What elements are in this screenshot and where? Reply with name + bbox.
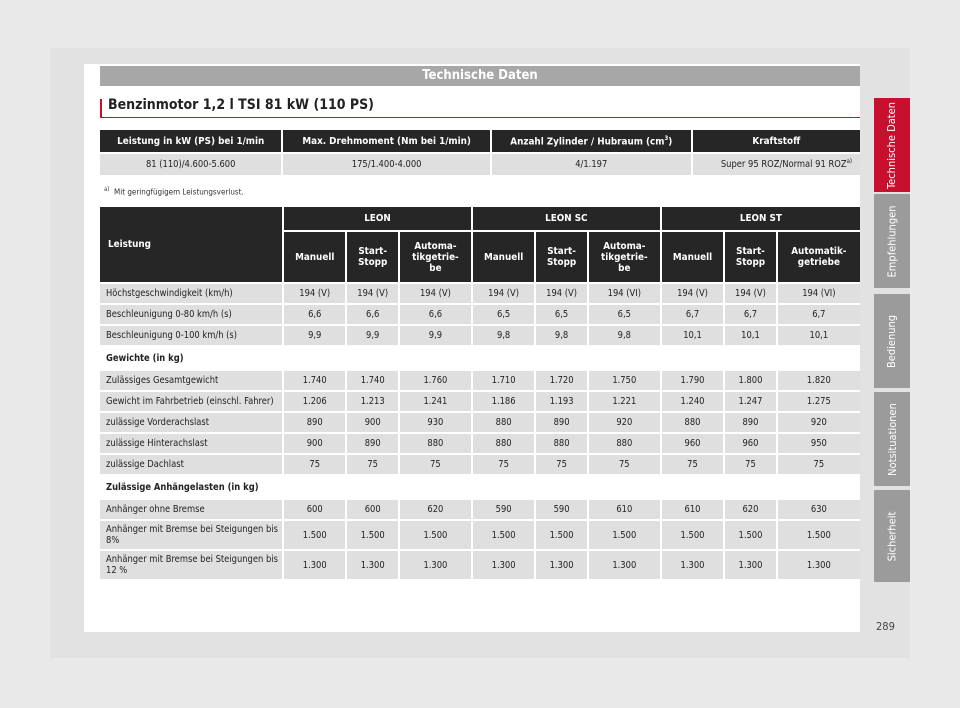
table-row xyxy=(100,551,860,579)
cell-value: 1.300 xyxy=(347,551,398,579)
side-tab-label: Technische Daten xyxy=(885,101,899,189)
side-tab-1[interactable] xyxy=(874,194,910,288)
engine-value-power: 81 (110)/4.600-5.600 xyxy=(100,154,281,175)
footnote-text: Mit geringfügigem Leistungsverlust. xyxy=(114,187,244,197)
subheader-2: Automa- tikgetrie- be xyxy=(400,232,471,282)
cell-value: 9,9 xyxy=(400,326,471,345)
row-label: Anhänger mit Bremse bei Steigungen bis 12 % xyxy=(100,551,282,579)
table-row xyxy=(100,434,860,453)
cell-value: 194 (V) xyxy=(400,284,471,303)
cell-value: 1.247 xyxy=(725,392,776,411)
subheader-0: Manuell xyxy=(284,232,345,282)
engine-header-power: Leistung in kW (PS) bei 1/min xyxy=(100,130,281,152)
table-row xyxy=(100,305,860,324)
cell-value: 1.300 xyxy=(725,551,776,579)
cell-value: 1.240 xyxy=(662,392,723,411)
cell-value: 1.500 xyxy=(347,521,398,549)
cell-value: 890 xyxy=(536,413,587,432)
cell-value: 1.500 xyxy=(284,521,345,549)
subheader-4: Start- Stopp xyxy=(536,232,587,282)
cell-value: 1.800 xyxy=(725,371,776,390)
cell-value: 880 xyxy=(473,434,534,453)
row-label: Beschleunigung 0-80 km/h (s) xyxy=(100,305,282,324)
cell-value: 900 xyxy=(284,434,345,453)
page-title: Benzinmotor 1,2 l TSI 81 kW (110 PS) xyxy=(108,97,374,113)
cell-value: 6,5 xyxy=(536,305,587,324)
performance-table-body xyxy=(100,284,860,579)
engine-header-fuel: Kraftstoff xyxy=(693,130,860,152)
engine-header-torque: Max. Drehmoment (Nm bei 1/min) xyxy=(283,130,489,152)
cell-value: 1.300 xyxy=(536,551,587,579)
cell-value: 1.710 xyxy=(473,371,534,390)
section-label: Gewichte (in kg) xyxy=(100,347,860,369)
side-tab-3[interactable] xyxy=(874,392,910,486)
cell-value: 1.275 xyxy=(778,392,860,411)
cell-value: 1.300 xyxy=(662,551,723,579)
cell-value: 1.500 xyxy=(662,521,723,549)
cell-value: 6,7 xyxy=(778,305,860,324)
section-label: Zulässige Anhängelasten (in kg) xyxy=(100,476,860,498)
cell-value: 1.300 xyxy=(284,551,345,579)
group-header-leon-st: LEON ST xyxy=(662,207,860,230)
side-tab-2[interactable] xyxy=(874,294,910,388)
table-row xyxy=(100,521,860,549)
cell-value: 1.206 xyxy=(284,392,345,411)
row-label: Anhänger mit Bremse bei Steigungen bis 8% xyxy=(100,521,282,549)
cell-value: 1.720 xyxy=(536,371,587,390)
cell-value: 920 xyxy=(589,413,660,432)
cell-value: 1.300 xyxy=(473,551,534,579)
cell-value: 75 xyxy=(589,455,660,474)
cell-value: 194 (V) xyxy=(536,284,587,303)
cell-value: 6,5 xyxy=(473,305,534,324)
side-tab-label: Empfehlungen xyxy=(885,205,899,277)
subheader-1: Start- Stopp xyxy=(347,232,398,282)
cell-value: 880 xyxy=(662,413,723,432)
cell-value: 960 xyxy=(662,434,723,453)
cell-value: 1.740 xyxy=(347,371,398,390)
cell-value: 1.300 xyxy=(778,551,860,579)
cell-value: 890 xyxy=(725,413,776,432)
fuel-value-text: Super 95 ROZ/Normal 91 ROZ xyxy=(720,159,847,171)
row-header-leistung: Leistung xyxy=(100,207,282,282)
subheader-7: Start- Stopp xyxy=(725,232,776,282)
side-tab-4[interactable] xyxy=(874,490,910,582)
row-label: Zulässiges Gesamtgewicht xyxy=(100,371,282,390)
row-label: zulässige Dachlast xyxy=(100,455,282,474)
cell-value: 900 xyxy=(347,413,398,432)
cell-value: 1.500 xyxy=(589,521,660,549)
row-label: zulässige Hinterachslast xyxy=(100,434,282,453)
cell-value: 9,8 xyxy=(589,326,660,345)
cylinders-header-close: ) xyxy=(668,136,673,148)
cell-value: 10,1 xyxy=(662,326,723,345)
cell-value: 600 xyxy=(284,500,345,519)
section-header-bar: Technische Daten xyxy=(100,66,860,86)
engine-header-row xyxy=(100,130,860,152)
cell-value: 10,1 xyxy=(725,326,776,345)
cell-value: 75 xyxy=(347,455,398,474)
row-label: Beschleunigung 0-100 km/h (s) xyxy=(100,326,282,345)
cell-value: 880 xyxy=(589,434,660,453)
cell-value: 194 (V) xyxy=(284,284,345,303)
cell-value: 1.221 xyxy=(589,392,660,411)
performance-table xyxy=(98,205,862,581)
cell-value: 880 xyxy=(400,434,471,453)
row-label: Gewicht im Fahrbetrieb (einschl. Fahrer) xyxy=(100,392,282,411)
cell-value: 620 xyxy=(400,500,471,519)
cell-value: 1.820 xyxy=(778,371,860,390)
engine-header-cylinders xyxy=(492,130,691,152)
row-label: Höchstgeschwindigkeit (km/h) xyxy=(100,284,282,303)
cell-value: 75 xyxy=(473,455,534,474)
engine-value-row xyxy=(100,154,860,175)
cell-value: 930 xyxy=(400,413,471,432)
cell-value: 75 xyxy=(778,455,860,474)
engine-value-fuel xyxy=(693,154,860,175)
engine-value-torque: 175/1.400-4.000 xyxy=(283,154,489,175)
cell-value: 920 xyxy=(778,413,860,432)
cell-value: 1.300 xyxy=(400,551,471,579)
cell-value: 6,6 xyxy=(347,305,398,324)
subheader-5: Automa- tikgetrie- be xyxy=(589,232,660,282)
footnote-marker: a) xyxy=(104,186,110,193)
cell-value: 194 (VI) xyxy=(589,284,660,303)
table-row xyxy=(100,392,860,411)
cell-value: 194 (V) xyxy=(473,284,534,303)
cell-value: 194 (V) xyxy=(662,284,723,303)
engine-value-cylinders: 4/1.197 xyxy=(492,154,691,175)
cell-value: 9,9 xyxy=(284,326,345,345)
cell-value: 1.193 xyxy=(536,392,587,411)
cell-value: 10,1 xyxy=(778,326,860,345)
side-tab-0[interactable] xyxy=(874,98,910,192)
cell-value: 75 xyxy=(536,455,587,474)
cell-value: 620 xyxy=(725,500,776,519)
cell-value: 1.186 xyxy=(473,392,534,411)
footnote xyxy=(104,186,244,197)
subheader-6: Manuell xyxy=(662,232,723,282)
cell-value: 9,8 xyxy=(473,326,534,345)
fuel-value-sup: a) xyxy=(846,158,852,166)
cell-value: 6,6 xyxy=(400,305,471,324)
table-row xyxy=(100,500,860,519)
table-row xyxy=(100,326,860,345)
cell-value: 9,9 xyxy=(347,326,398,345)
cell-value: 75 xyxy=(662,455,723,474)
cell-value: 880 xyxy=(473,413,534,432)
cell-value: 194 (V) xyxy=(725,284,776,303)
table-row xyxy=(100,413,860,432)
side-tab-label: Notsituationen xyxy=(885,402,899,476)
cell-value: 610 xyxy=(662,500,723,519)
group-header-leon-sc: LEON SC xyxy=(473,207,660,230)
cell-value: 194 (VI) xyxy=(778,284,860,303)
cell-value: 9,8 xyxy=(536,326,587,345)
cell-value: 1.500 xyxy=(400,521,471,549)
cell-value: 610 xyxy=(589,500,660,519)
cell-value: 75 xyxy=(400,455,471,474)
cell-value: 1.760 xyxy=(400,371,471,390)
cylinders-header-text: Anzahl Zylinder / Hubraum (cm xyxy=(510,136,665,148)
cell-value: 1.300 xyxy=(589,551,660,579)
page-number: 289 xyxy=(876,620,895,633)
group-header-row xyxy=(100,207,860,230)
cell-value: 1.500 xyxy=(778,521,860,549)
cylinders-header-sup: 3 xyxy=(664,134,669,142)
cell-value: 1.241 xyxy=(400,392,471,411)
cell-value: 1.213 xyxy=(347,392,398,411)
subheader-8: Automatik- getriebe xyxy=(778,232,860,282)
cell-value: 1.500 xyxy=(473,521,534,549)
cell-value: 6,5 xyxy=(589,305,660,324)
cell-value: 880 xyxy=(536,434,587,453)
side-tab-label: Bedienung xyxy=(885,314,899,368)
cell-value: 1.790 xyxy=(662,371,723,390)
engine-table xyxy=(98,128,862,177)
row-label: Anhänger ohne Bremse xyxy=(100,500,282,519)
cell-value: 960 xyxy=(725,434,776,453)
cell-value: 1.500 xyxy=(725,521,776,549)
cell-value: 890 xyxy=(284,413,345,432)
subheader-3: Manuell xyxy=(473,232,534,282)
group-header-leon: LEON xyxy=(284,207,471,230)
title-underline xyxy=(100,117,860,118)
cell-value: 590 xyxy=(536,500,587,519)
side-tab-label: Sicherheit xyxy=(885,511,899,561)
cell-value: 630 xyxy=(778,500,860,519)
cell-value: 1.750 xyxy=(589,371,660,390)
cell-value: 6,7 xyxy=(662,305,723,324)
table-row xyxy=(100,371,860,390)
row-label: zulässige Vorderachslast xyxy=(100,413,282,432)
table-row xyxy=(100,455,860,474)
cell-value: 890 xyxy=(347,434,398,453)
table-row xyxy=(100,284,860,303)
cell-value: 600 xyxy=(347,500,398,519)
cell-value: 950 xyxy=(778,434,860,453)
title-accent xyxy=(100,99,102,117)
cell-value: 6,6 xyxy=(284,305,345,324)
cell-value: 6,7 xyxy=(725,305,776,324)
cell-value: 1.500 xyxy=(536,521,587,549)
cell-value: 590 xyxy=(473,500,534,519)
cell-value: 194 (V) xyxy=(347,284,398,303)
section-row xyxy=(100,347,860,369)
cell-value: 75 xyxy=(284,455,345,474)
cell-value: 75 xyxy=(725,455,776,474)
section-row xyxy=(100,476,860,498)
cell-value: 1.740 xyxy=(284,371,345,390)
